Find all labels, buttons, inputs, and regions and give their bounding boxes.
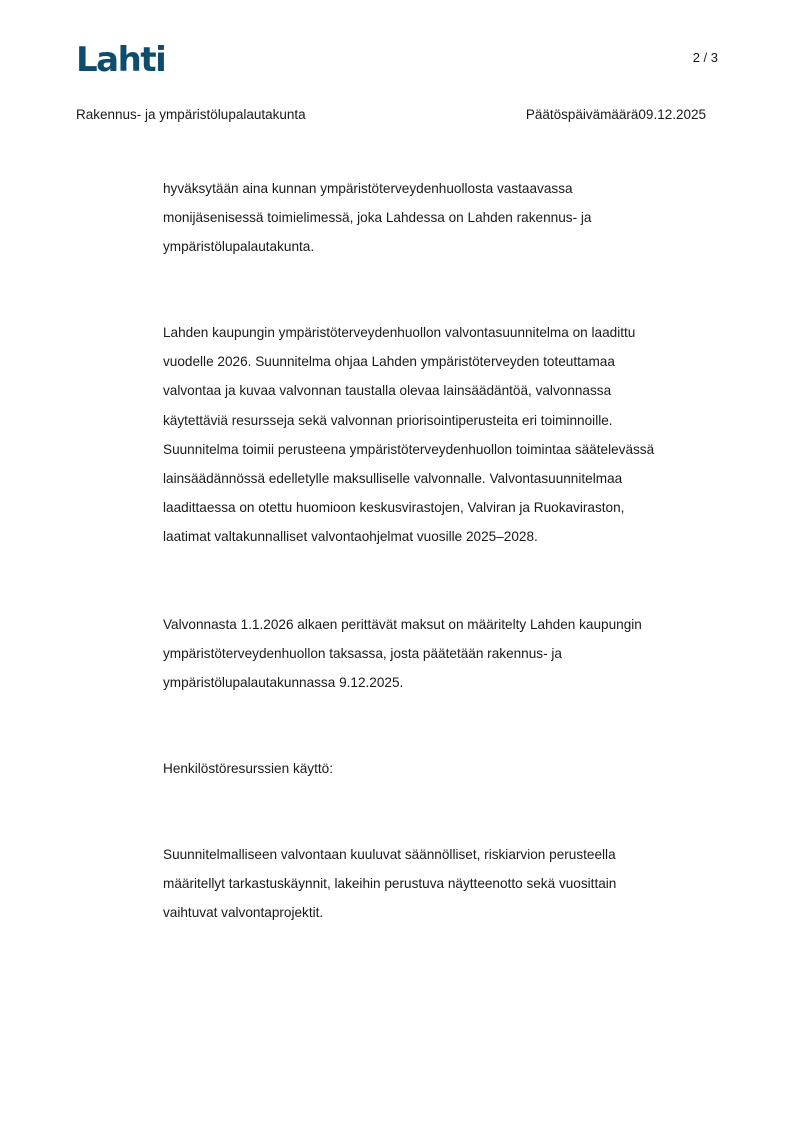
lahti-logo [76, 40, 168, 82]
subheading-text: Henkilöstöresurssien käyttö: [163, 761, 333, 776]
paragraph-1 [163, 174, 723, 262]
text-line: vuodelle 2026. Suunnitelma ohjaa Lahden ympäristöterveyden toteuttamaa [163, 354, 615, 370]
text-line: hyväksytään aina kunnan ympäristöterveydenhuollosta vastaavassa [163, 181, 573, 196]
text-line: laatimat valtakunnalliset valvontaohjelmat vuosille 2025–2028. [163, 529, 538, 545]
text-line: laadittaessa on otettu huomioon keskusvirastojen, Valviran ja Ruokaviraston, [163, 500, 625, 516]
committee-name: Rakennus- ja ympäristölupalautakunta [76, 107, 306, 122]
text-line: Lahden kaupungin ympäristöterveydenhuollon valvontasuunnitelma on laadittu [163, 325, 636, 340]
text-line: valvontaa ja kuvaa valvonnan taustalla olevaa lainsäädäntöä, valvonnassa [163, 383, 612, 399]
text-line: Suunnitelma toimii perusteena ympäristöterveydenhuollon toimintaa säätelevässä [163, 441, 655, 457]
section-subheading [163, 754, 723, 783]
text-line: määritellyt tarkastuskäynnit, lakeihin perustuva näytteenotto sekä vuosittain [163, 876, 617, 892]
paragraph-3 [163, 610, 723, 698]
text-line: käytettäviä resursseja sekä valvonnan priorisointiperusteita eri toiminnoille. [163, 412, 613, 428]
page-number: 2 / 3 [692, 50, 718, 65]
decision-date: Päätöspäivämäärä09.12.2025 [525, 107, 706, 122]
paragraph-4 [163, 840, 723, 928]
text-line: ympäristölupalautakunta. [163, 239, 315, 255]
text-line: lainsäädännössä edelletylle maksulliselle valvonnalle. Valvontasuunnitelmaa [163, 471, 623, 487]
text-line: ympäristölupalautakunnassa 9.12.2025. [163, 675, 404, 691]
text-line: vaihtuvat valvontaprojektit. [163, 905, 324, 921]
paragraph-2 [163, 318, 723, 552]
text-line: ympäristöterveydenhuollon taksassa, josta päätetään rakennus- ja [163, 646, 562, 662]
text-line: Valvonnasta 1.1.2026 alkaen perittävät maksut on määritelty Lahden kaupungin [163, 617, 642, 632]
logo-wordmark: Lahti [76, 40, 166, 80]
text-line: Suunnitelmalliseen valvontaan kuuluvat säännölliset, riskiarvion perusteella [163, 847, 616, 862]
text-line: monijäsenisessä toimielimessä, joka Lahdessa on Lahden rakennus- ja [163, 210, 592, 226]
